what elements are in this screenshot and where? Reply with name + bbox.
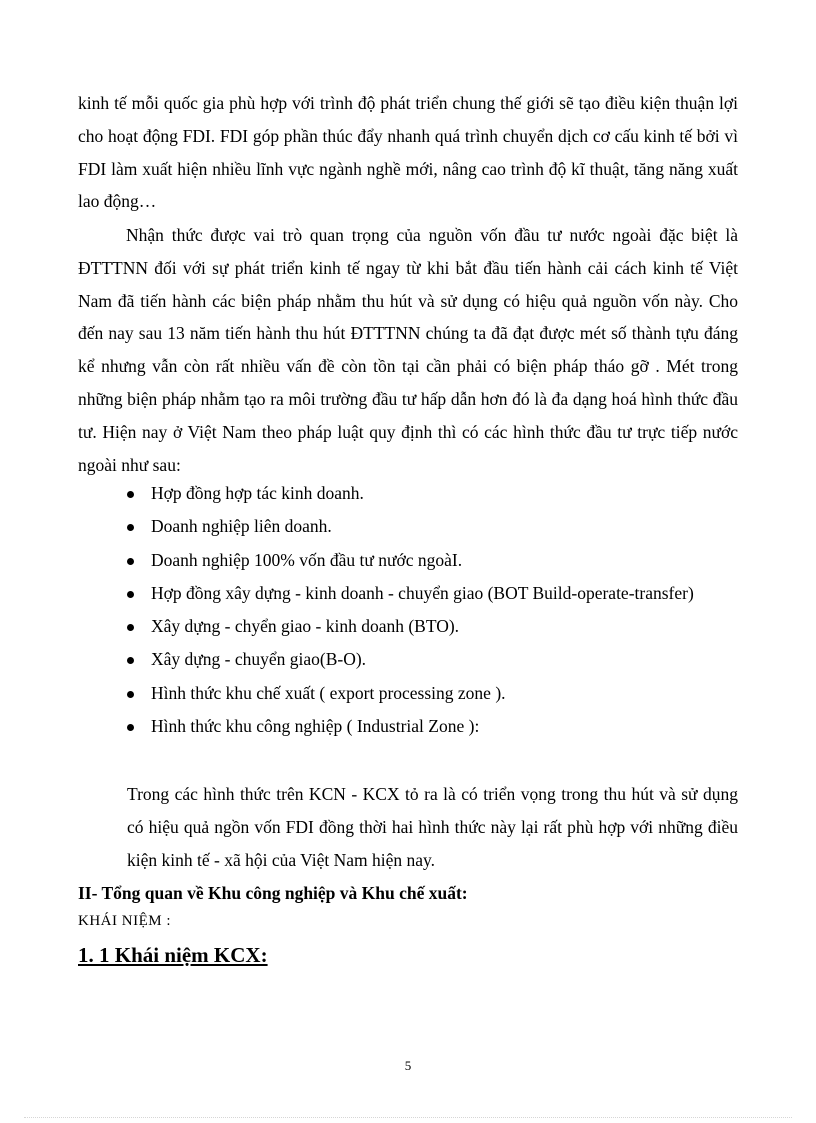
bullet-icon bbox=[127, 724, 134, 731]
section-heading: II- Tổng quan về Khu công nghiệp và Khu chế xuất: bbox=[78, 883, 468, 903]
list-item-text: Xây dựng - chyển giao - kinh doanh (BTO). bbox=[151, 616, 460, 637]
bullet-icon bbox=[127, 591, 134, 598]
bullet-icon bbox=[127, 524, 134, 531]
page-bottom-divider bbox=[24, 1117, 792, 1118]
concept-label: KHÁI NIỆM : bbox=[78, 913, 171, 929]
page-number: 5 bbox=[404, 1058, 412, 1073]
paragraph-kcn-kcx-prospects: Trong các hình thức trên KCN - KCX tỏ ra là có triển vọng trong thu hút và sử dụng có hiệu quả ngồn vốn FDI đồng thời hai hình thức này lại rất phù hợp với những điều kiện kinh tế - xã hội của Việt Nam hiện nay. bbox=[127, 784, 738, 870]
bullet-icon bbox=[127, 491, 134, 498]
list-item bbox=[78, 610, 738, 643]
list-item bbox=[78, 477, 738, 510]
list-item-text: Xây dựng - chuyển giao(B-O). bbox=[151, 649, 367, 670]
list-item-text: Doanh nghiệp liên doanh. bbox=[151, 516, 332, 537]
list-item-text: Hợp đồng xây dựng - kinh doanh - chuyển giao (BOT Build-operate-transfer) bbox=[151, 582, 694, 603]
list-item bbox=[78, 710, 738, 743]
list-item-text: Hình thức khu chế xuất ( export processing zone ). bbox=[151, 682, 506, 703]
subsection-heading: 1. 1 Khái niệm KCX: bbox=[78, 943, 268, 967]
investment-forms-list bbox=[78, 477, 738, 743]
bullet-icon bbox=[127, 691, 134, 698]
list-item bbox=[78, 577, 738, 610]
list-item-text: Doanh nghiệp 100% vốn đầu tư nước ngoàI. bbox=[151, 549, 463, 570]
list-item-text: Hợp đồng hợp tác kinh doanh. bbox=[151, 483, 364, 503]
list-item bbox=[78, 643, 738, 676]
bullet-icon bbox=[127, 624, 134, 631]
list-item bbox=[78, 510, 738, 543]
list-item-text: Hình thức khu công nghiệp ( Industrial Zone ): bbox=[151, 716, 480, 737]
bullet-icon bbox=[127, 558, 134, 565]
paragraph-investment-forms-intro: Nhận thức được vai trò quan trọng của nguồn vốn đầu tư nước ngoài đặc biệt là ĐTTTNN đối với sự phát triển kinh tế ngay từ khi bắt đầu tiến hành cải cách kinh tế Việt Nam đã tiến hành các biện pháp nhằm thu hút và sử dụng có hiệu quả nguồn vốn này. Cho đến nay sau 13 năm tiến hành thu hút ĐTTTNN chúng ta đã đạt được mét số thành tựu đáng kể nhưng vẫn còn rất nhiều vấn đề còn tồn tại cần phải có biện pháp tháo gỡ . Mét trong những biện pháp nhằm tạo ra môi trường đầu tư hấp dẫn hơn đó là đa dạng hoá hình thức đầu tư. Hiện nay ở Việt Nam theo pháp luật quy định thì có các hình thức đầu tư trực tiếp nước ngoài như sau: bbox=[78, 225, 738, 475]
list-item bbox=[78, 677, 738, 710]
paragraph-fdi-benefits: kinh tế mỗi quốc gia phù hợp với trình độ phát triển chung thế giới sẽ tạo điều kiện thuận lợi cho hoạt động FDI. FDI góp phần thúc đẩy nhanh quá trình chuyển dịch cơ cấu kinh tế bởi vì FDI làm xuất hiện nhiều lĩnh vực ngành nghề mới, nâng cao trình độ kĩ thuật, tăng năng xuất lao động… bbox=[78, 93, 738, 212]
bullet-icon bbox=[127, 657, 134, 664]
list-item bbox=[78, 544, 738, 577]
